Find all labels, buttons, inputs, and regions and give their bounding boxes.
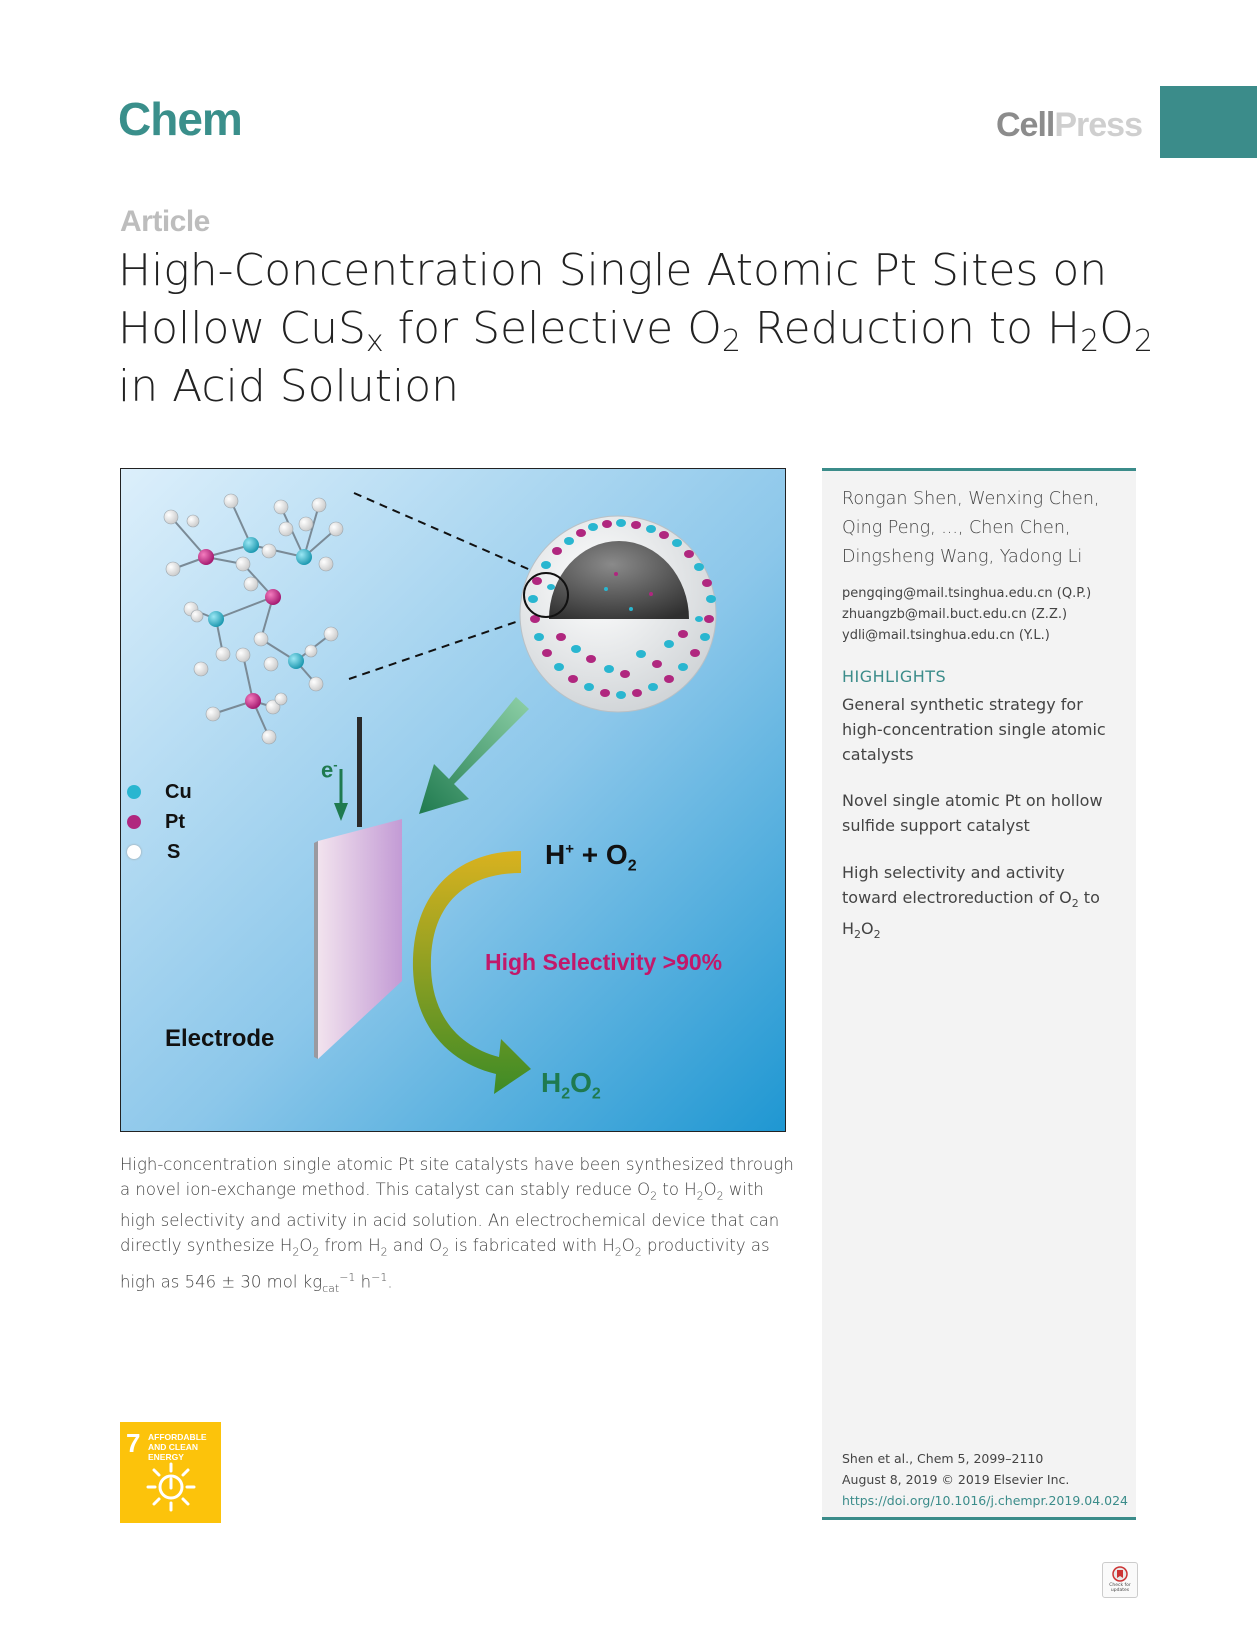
legend-pt-label: Pt [165,811,185,833]
publisher-logo-part2: Press [1054,106,1142,144]
sdg-badge [120,1422,221,1523]
hollow-sphere [520,516,716,712]
journal-logo: Chem [118,93,242,145]
citation-date: August 8, 2019 © 2019 Elsevier Inc. [842,1472,1070,1487]
article-title: High-Concentration Single Atomic Pt Sites on Hollow CuS$_x$ for Selective $O_2$ Reduction to $H_2O_2$ in Acid Solution [118,245,1153,412]
doi-link[interactable]: https://doi.org/10.1016/j.chempr.2019.04.024 [842,1493,1128,1508]
graphical-abstract [120,468,786,1132]
bookmark-icon [1112,1566,1128,1582]
author-list: Rongan Shen, Wenxing Chen, Qing Peng, ..., Chen Chen, Dingsheng Wang, Yadong Li [842,489,1100,567]
electrode-label: Electrode [165,1025,275,1052]
power-sun-icon [146,1462,196,1512]
teal-corner-tab [1160,86,1257,158]
publisher-logo [996,106,1142,145]
legend-s-dot [127,845,141,859]
highlight-item: General synthetic strategy for high-concentration single atomic catalysts [842,695,1106,764]
legend-s-label: S [167,841,181,863]
electron-label: e- [321,757,338,783]
email-link[interactable]: ydli@mail.tsinghua.edu.cn (Y.L.) [842,628,1050,643]
highlights-heading: HIGHLIGHTS [842,667,947,686]
selectivity-label: High Selectivity >90% [485,949,723,975]
sdg-number: 7 [126,1428,141,1458]
electrode-plate-edge [314,841,318,1059]
highlight-item: Novel single atomic Pt on hollow sulfide support catalyst [842,791,1103,835]
email-link[interactable]: pengqing@mail.tsinghua.edu.cn (Q.P.) [842,586,1092,601]
check-updates-label: Check for updates [1109,1583,1131,1593]
electrode-wire [357,717,362,827]
highlight-item: High selectivity and activity toward electroreduction of $O_2$ to $H_2O_2$ [842,863,1100,942]
product-label: $H_2O_2$ [541,1067,601,1103]
check-for-updates-button[interactable] [1102,1562,1138,1598]
abstract-text: High-concentration single atomic Pt site catalysts have been synthesized through a novel ion-exchange method. This catalyst can stably reduce $O_2$ to $H_2O_2$ with high selectivity and activity in acid solution. An electrochemical device that can directly synthesize $H_2O_2$ from $H_2$ and $O_2$ is fabricated with $H_2O_2$ productivity as high as 546 ± 30 mol $kg_{cat}^{-1}$ $h^{-1}$. [120,1155,794,1295]
publisher-logo-part1: Cell [996,106,1055,144]
article-type: Article [120,205,210,238]
email-link[interactable]: zhuangzb@mail.buct.edu.cn (Z.Z.) [842,607,1068,622]
legend-cu-label: Cu [165,781,192,803]
citation-line: Shen et al., Chem 5, 2099–2110 [842,1451,1044,1466]
reactant-label: $H^+ + O_2$ [545,839,637,875]
legend-pt-dot [127,815,141,829]
sdg-label: AFFORDABLE AND CLEAN ENERGY [148,1432,207,1462]
sidebar-panel [822,468,1136,1520]
legend-cu-dot [127,785,141,799]
email-list [842,583,1091,646]
citation-block [842,1448,1128,1511]
